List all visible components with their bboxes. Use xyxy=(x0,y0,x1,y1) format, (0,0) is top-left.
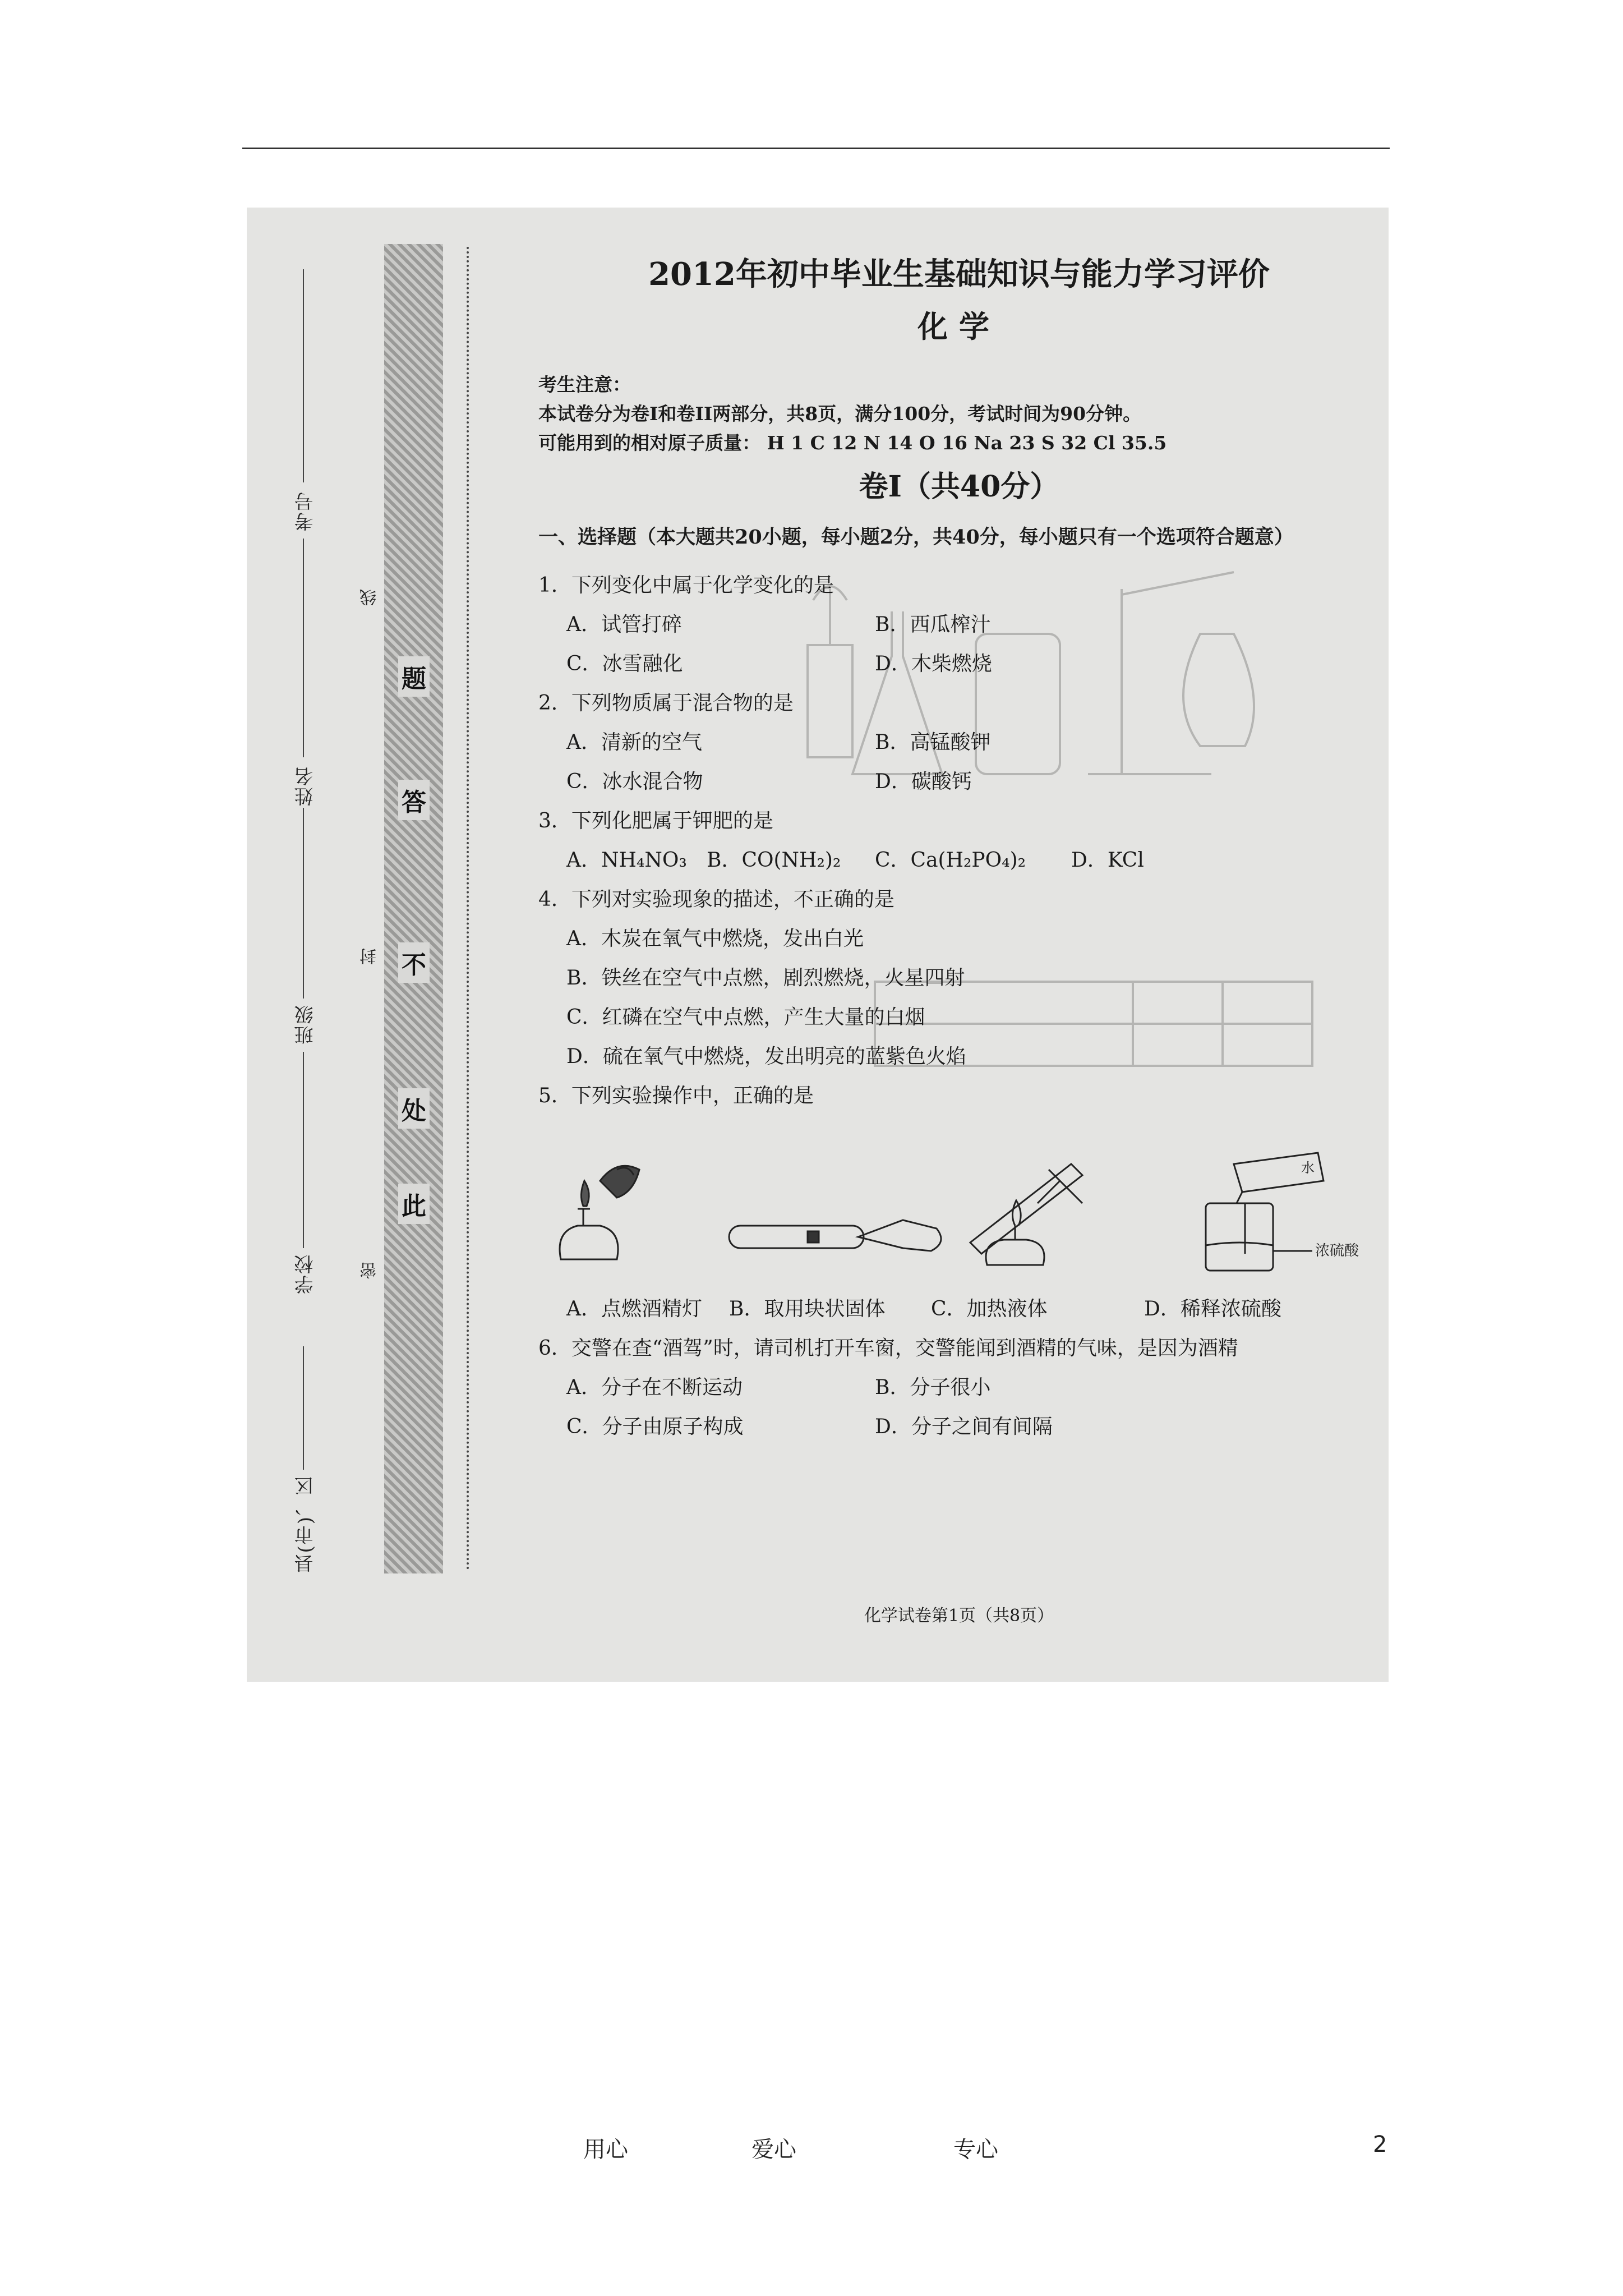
answer-option: C．红磷在空气中点燃，产生大量的白烟 xyxy=(566,1006,925,1029)
seal-char: 答 xyxy=(398,780,430,820)
alcohol-lamp-icon xyxy=(560,1226,618,1259)
answer-option: D．稀释浓硫酸 xyxy=(1144,1297,1281,1320)
notice-heading: 考生注意： xyxy=(538,374,631,395)
footer-middle: 爱心 xyxy=(751,2137,796,2162)
answer-option: C．分子由原子构成 xyxy=(566,1415,744,1438)
seal-word-secret: 密 xyxy=(360,1262,380,1279)
seal-char: 不 xyxy=(398,942,430,983)
seal-char: 题 xyxy=(398,656,430,697)
margin-label-exam-number: 考号 xyxy=(294,491,317,531)
answer-option: A．点燃酒精灯 xyxy=(566,1297,702,1320)
answer-option: A．NH₄NO₃ xyxy=(566,849,687,872)
margin-label-class: 班级 xyxy=(294,1004,317,1045)
answer-option: A．木炭在氧气中燃烧，发出白光 xyxy=(566,927,864,950)
seal-char: 此 xyxy=(398,1184,430,1224)
part-heading: 一、选择题（本大题共20小题，每小题2分，共40分，每小题只有一个选项符合题意） xyxy=(538,526,1294,549)
answer-option: C．Ca(H₂PO₄)₂ xyxy=(875,849,1026,872)
answer-option: D．硫在氧气中燃烧，发出明亮的蓝紫色火焰 xyxy=(566,1045,966,1068)
answer-option: D．KCl xyxy=(1071,849,1144,872)
margin-label-school: 学校 xyxy=(294,1254,317,1294)
answer-option: C．冰雪融化 xyxy=(566,652,683,675)
answer-option: B．取用块状固体 xyxy=(729,1297,886,1320)
page-number: 2 xyxy=(1373,2132,1387,2157)
exam-title: 2012年初中毕业生基础知识与能力学习评价 xyxy=(648,256,1270,293)
exam-subject: 化学 xyxy=(917,309,1000,344)
answer-option: A．试管打碎 xyxy=(566,613,682,636)
figure-label-acid: 浓硫酸 xyxy=(1315,1243,1359,1259)
seal-word-line: 线 xyxy=(360,589,380,606)
scanned-exam-page xyxy=(247,208,1389,1682)
seal-word-seal: 封 xyxy=(360,948,380,965)
header-rule xyxy=(242,148,1390,149)
answer-option: B．铁丝在空气中点燃，剧烈燃烧，火星四射 xyxy=(566,967,965,990)
seal-char: 处 xyxy=(398,1088,430,1129)
figure-label-water: 水 xyxy=(1301,1160,1315,1176)
answer-option: D．分子之间有间隔 xyxy=(875,1415,1053,1438)
answer-option: B．高锰酸钾 xyxy=(875,731,991,754)
question-stem: 5．下列实验操作中，正确的是 xyxy=(538,1084,814,1107)
footer-right: 专心 xyxy=(953,2137,998,2162)
answer-option: D．木柴燃烧 xyxy=(875,652,992,675)
answer-option: B．西瓜榨汁 xyxy=(875,613,991,636)
q5-figures xyxy=(544,1147,1385,1282)
answer-option: C．加热液体 xyxy=(931,1297,1048,1320)
question-stem: 3．下列化肥属于钾肥的是 xyxy=(538,809,773,832)
question-stem: 1．下列变化中属于化学变化的是 xyxy=(538,574,834,597)
answer-option: B．分子很小 xyxy=(875,1376,991,1399)
answer-option: A．清新的空气 xyxy=(566,731,702,754)
margin-label-district: 县(市)、区 xyxy=(294,1475,317,1573)
exam-page-footer: 化学试卷第1页（共8页） xyxy=(864,1606,1054,1626)
question-stem: 6．交警在查“酒驾”时，请司机打开车窗，交警能闻到酒精的气味，是因为酒精 xyxy=(538,1337,1238,1360)
margin-label-name: 姓名 xyxy=(294,766,317,806)
answer-option: A．分子在不断运动 xyxy=(566,1376,743,1399)
notice-line-2: 可能用到的相对原子质量： H 1 C 12 N 14 O 16 Na 23 S 32 Cl 35.5 xyxy=(538,432,1167,454)
answer-option: C．冰水混合物 xyxy=(566,770,703,793)
answer-option: D．碳酸钙 xyxy=(875,770,972,793)
answer-option: B．CO(NH₂)₂ xyxy=(707,849,841,872)
notice-line-1: 本试卷分为卷I和卷II两部分，共8页，满分100分，考试时间为90分钟。 xyxy=(538,403,1142,425)
footer-left: 用心 xyxy=(583,2137,628,2162)
section-title: 卷I（共40分） xyxy=(859,470,1059,504)
question-stem: 2．下列物质属于混合物的是 xyxy=(538,692,794,715)
question-stem: 4．下列对实验现象的描述，不正确的是 xyxy=(538,888,895,911)
